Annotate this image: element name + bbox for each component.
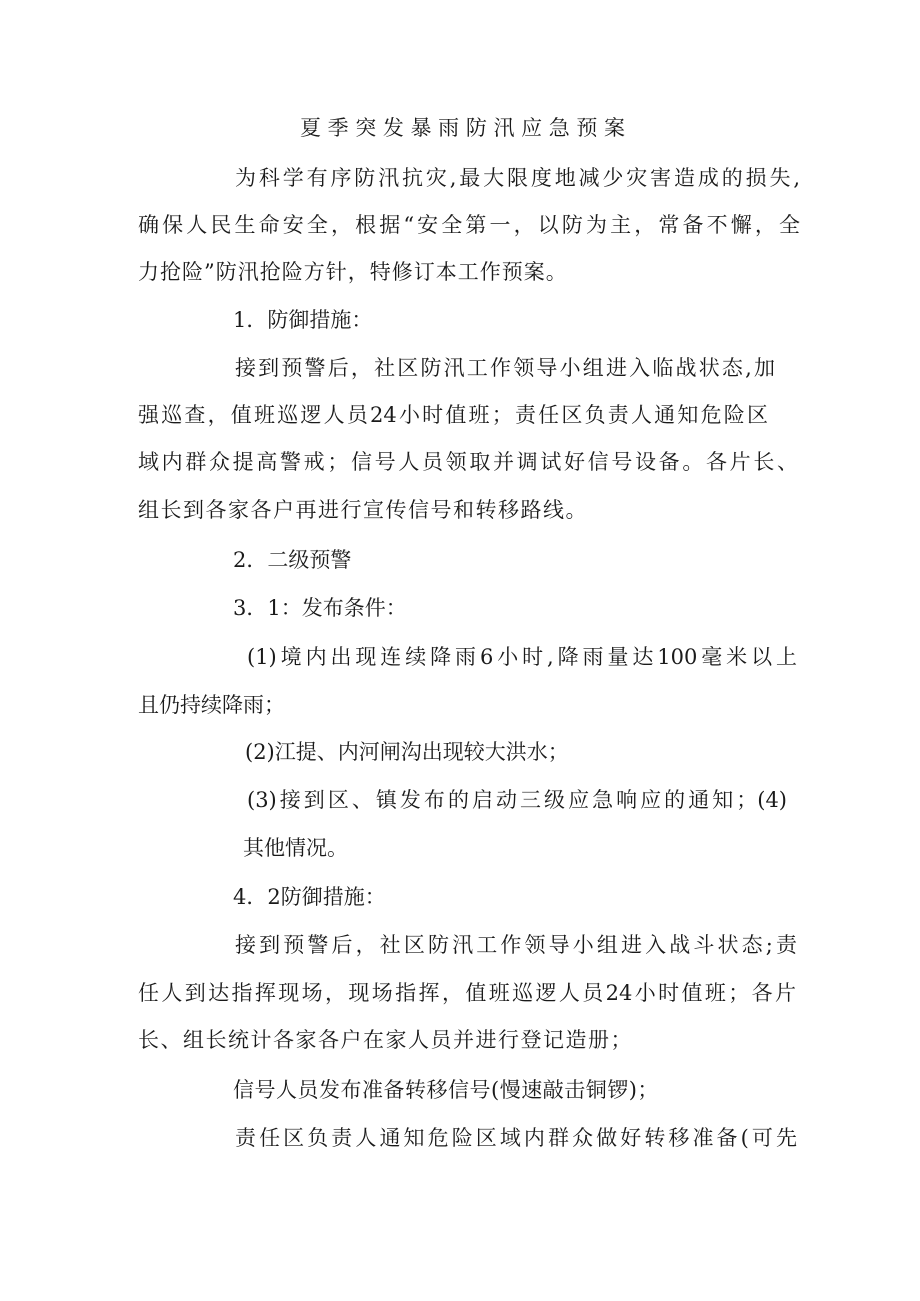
intro-line: 为科学有序防汛抗灾,最大限度地减少灾害造成的损失, [235, 166, 800, 190]
section2-heading: 2．二级预警 [233, 548, 352, 572]
intro-line: 确保人民生命安全，根据“安全第一，以防为主，常备不懈，全 [138, 213, 800, 237]
condition-item: (2)江提、内河闸沟出现较大洪水； [245, 740, 569, 764]
section1-line: 强巡查，值班巡逻人员24小时值班；责任区负责人通知危险区 [138, 403, 768, 427]
section4-line: 长、组长统计各家各户在家人员并进行登记造册； [138, 1028, 633, 1052]
section1-line: 接到预警后，社区防汛工作领导小组进入临战状态,加 [235, 356, 775, 380]
section4-line: 接到预警后，社区防汛工作领导小组进入战斗状态;责 [235, 933, 797, 957]
section1-line: 组长到各家各户再进行宣传信号和转移路线。 [138, 498, 588, 522]
condition-item: 且仍持续降雨； [138, 693, 285, 717]
section1-line: 域内群众提高警戒；信号人员领取并调试好信号设备。各片长、 [138, 450, 798, 474]
section4-line: 任人到达指挥现场，现场指挥，值班巡逻人员24小时值班；各片 [138, 981, 796, 1005]
condition-item: (1)境内出现连续降雨6小时,降雨量达100毫米以上 [247, 645, 797, 669]
condition-item: 其他情况。 [243, 836, 348, 860]
intro-line: 力抢险”防汛抢险方针，特修订本工作预案。 [138, 260, 568, 284]
condition-item: (3)接到区、镇发布的启动三级应急响应的通知；(4) [247, 788, 787, 812]
document-title: 夏季突发暴雨防汛应急预案 [300, 116, 625, 140]
section1-heading: 1．防御措施： [233, 308, 373, 332]
section4-line: 责任区负责人通知危险区域内群众做好转移准备(可先 [235, 1126, 797, 1150]
section3-heading: 3．1：发布条件： [233, 596, 407, 620]
section4-heading: 4．2防御措施： [233, 885, 386, 909]
section4-line: 信号人员发布准备转移信号(慢速敲击铜锣)； [233, 1078, 659, 1102]
